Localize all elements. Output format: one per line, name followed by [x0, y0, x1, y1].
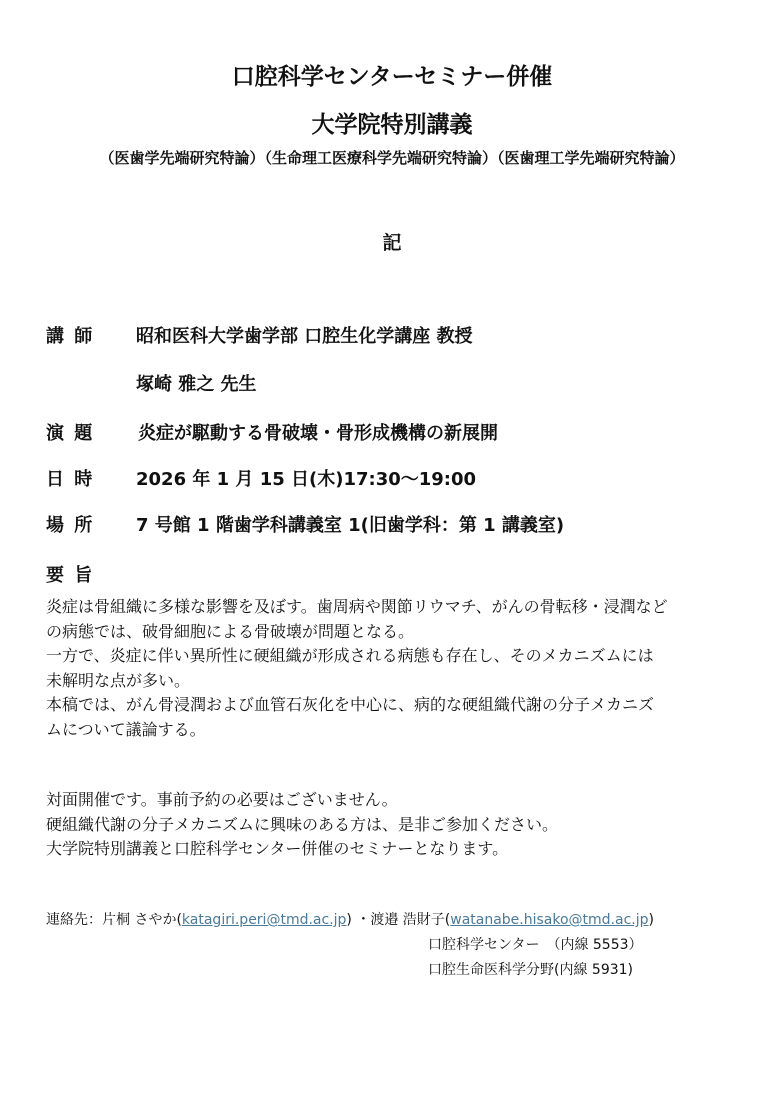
- note-line: 大学院特別講義と口腔科学センター併催のセミナーとなります。: [46, 839, 509, 858]
- contact-middle: ) ・渡邉 浩財子(: [346, 912, 451, 928]
- summary-text: [46, 595, 668, 742]
- summary-line: 一方で、炎症に伴い異所性に硬組織が形成される病態も存在し、そのメカニズムには: [46, 646, 654, 665]
- contact-prefix: 連絡先：片桐 さやか(: [46, 912, 182, 928]
- email-link-watanabe[interactable]: watanabe.hisako@tmd.ac.jp: [450, 912, 649, 928]
- date-value: 2026 年 1 月 15 日(木)17:30～19:00: [136, 469, 477, 490]
- notes: [46, 788, 558, 862]
- lecture-title: 炎症が駆動する骨破壊・骨形成機構の新展開: [138, 423, 498, 444]
- contact-line: [46, 909, 654, 929]
- page-subtitle: 大学院特別講義: [311, 112, 473, 138]
- course-names: （医歯学先端研究特論）（生命理工医療科学先端研究特論）（医歯理工学先端研究特論）: [99, 149, 685, 167]
- lecturer-name: 塚崎 雅之 先生: [136, 374, 257, 395]
- place-value: 7 号館 1 階歯学科講義室 1(旧歯学科：第 1 講義室): [136, 515, 565, 536]
- lecturer-affiliation: 昭和医科大学歯学部 口腔生化学講座 教授: [136, 326, 473, 347]
- email-link-katagiri[interactable]: katagiri.peri@tmd.ac.jp: [181, 912, 347, 928]
- contact-extension-dept: 口腔生命医科学分野(内線 5931): [428, 962, 634, 978]
- note-line: 対面開催です。事前予約の必要はございません。: [46, 790, 398, 809]
- summary-line: の病態では、破骨細胞による骨破壊が問題となる。: [46, 621, 415, 641]
- summary-line: ムについて議論する。: [46, 719, 206, 739]
- summary-line: 未解明な点が多い。: [46, 670, 191, 690]
- contact-extension-center: 口腔科学センター （内線 5553）: [428, 937, 643, 953]
- page-title: 口腔科学センターセミナー併催: [231, 64, 553, 90]
- place-label: 場 所: [46, 515, 95, 536]
- note-line: 硬組織代謝の分子メカニズムに興味のある方は、是非ご参加ください。: [46, 814, 559, 834]
- title-label: 演 題: [46, 423, 95, 444]
- date-label: 日 時: [46, 469, 95, 490]
- summary-label: 要 旨: [46, 565, 95, 586]
- contact-suffix: ): [648, 912, 654, 928]
- lecturer-label: 講 師: [46, 326, 95, 347]
- ki-heading: 記: [382, 232, 402, 254]
- summary-line: 本稿では、がん骨浸潤および血管石灰化を中心に、病的な硬組織代謝の分子メカニズ: [46, 695, 655, 714]
- summary-line: 炎症は骨組織に多様な影響を及ぼす。歯周病や関節リウマチ、がんの骨転移・浸潤など: [46, 597, 668, 616]
